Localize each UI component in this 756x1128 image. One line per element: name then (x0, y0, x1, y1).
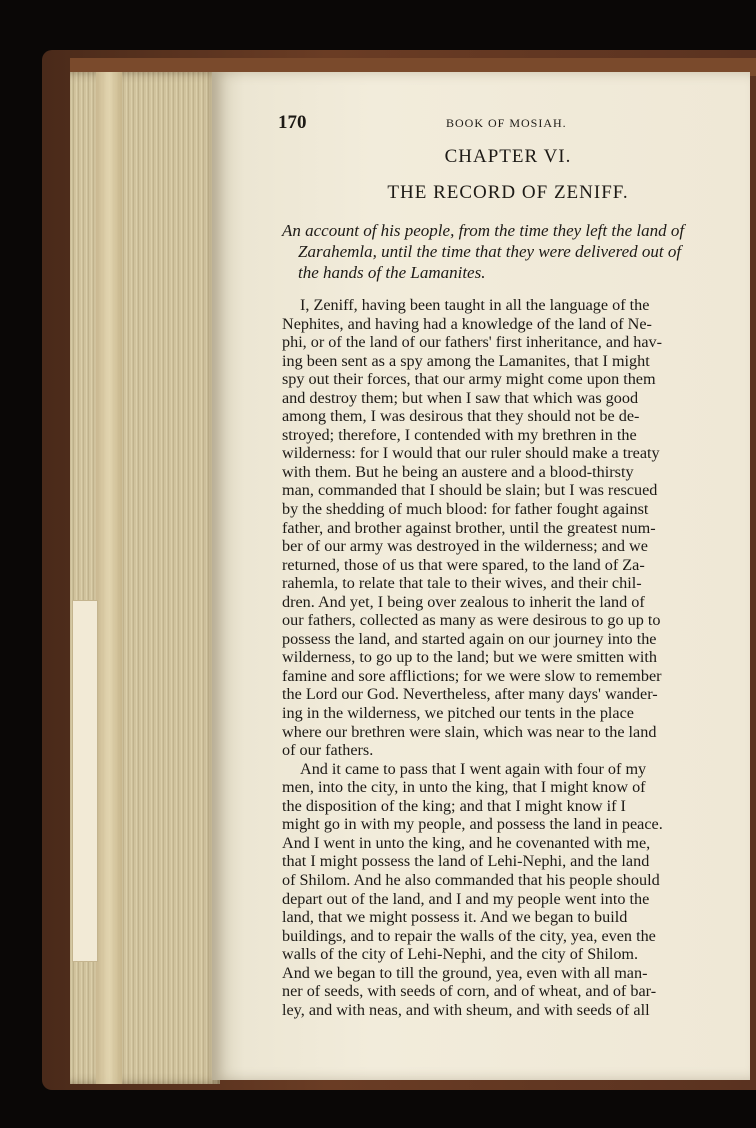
text-line: wilderness, to go up to the land; but we were smitten with (282, 648, 657, 667)
text-line: spy out their forces, that our army might come upon them (282, 370, 656, 389)
text-line: the Lord our God. Nevertheless, after many days' wander- (282, 685, 658, 704)
text-line: possess the land, and started again on our journey into the (282, 629, 657, 648)
text-line: where our brethren were slain, which was near to the land (282, 722, 657, 741)
text-line: that I might possess the land of Lehi-Nephi, and the land (282, 852, 650, 871)
text-line: returned, those of us that were spared, to the land of Za- (282, 555, 645, 574)
text-line: rahemla, to relate that tale to their wives, and their chil- (282, 574, 642, 593)
text-line: ing been sent as a spy among the Lamanites, that I might (282, 351, 650, 370)
page-edge-strip (96, 72, 122, 1084)
text-line: by the shedding of much blood: for father fought against (282, 500, 649, 519)
text-line: famine and sore afflictions; for we were slow to remember (282, 666, 662, 685)
text-line: land, that we might possess it. And we began to build (282, 908, 628, 927)
text-line: dren. And yet, I being over zealous to inherit the land of (282, 592, 645, 611)
text-line: And we began to till the ground, yea, even with all man- (282, 963, 648, 982)
text-line: depart out of the land, and I and my people went into the (282, 889, 650, 908)
text-line: buildings, and to repair the walls of the city, yea, even the (282, 926, 656, 945)
book-page (212, 72, 750, 1080)
text-line: And I went in unto the king, and he covenanted with me, (282, 833, 651, 852)
text-line: of our fathers. (282, 741, 374, 760)
summary-line: the hands of the Lamanites. (298, 263, 486, 282)
text-line: ley, and with neas, and with sheum, and with seeds of all (282, 1000, 650, 1019)
text-line: father, and brother against brother, until the greatest num- (282, 518, 656, 537)
text-line: might go in with my people, and possess the land in peace. (282, 815, 663, 834)
page-marker (72, 600, 98, 962)
chapter-summary (282, 220, 738, 283)
running-head-title: BOOK OF MOSIAH. (446, 116, 567, 130)
body-text (282, 296, 738, 1019)
summary-line: Zarahemla, until the time that they were delivered out of (298, 242, 682, 261)
text-line: of Shilom. And he also commanded that his people should (282, 870, 660, 889)
text-line: ber of our army was destroyed in the wilderness; and we (282, 537, 648, 556)
text-line: ing in the wilderness, we pitched our tents in the place (282, 704, 634, 723)
text-line: ner of seeds, with seeds of corn, and of wheat, and of bar- (282, 982, 657, 1001)
text-line: walls of the city of Lehi-Nephi, and the city of Shilom. (282, 945, 639, 964)
text-line: the disposition of the king; and that I might know if I (282, 796, 626, 815)
text-line: with them. But he being an austere and a blood-thirsty (282, 462, 634, 481)
page-number: 170 (278, 112, 307, 133)
text-line: men, into the city, in unto the king, that I might know of (282, 778, 646, 797)
text-line: wilderness: for I would that our ruler should make a treaty (282, 444, 660, 463)
text-line: among them, I was desirous that they should not be de- (282, 407, 640, 426)
text-line: our fathers, collected as many as were desirous to go up to (282, 611, 661, 630)
text-line: man, commanded that I should be slain; but I was rescued (282, 481, 658, 500)
record-title: THE RECORD OF ZENIFF. (387, 182, 629, 203)
summary-line: An account of his people, from the time they left the land of (282, 221, 685, 240)
text-line: phi, or of the land of our fathers' first inheritance, and hav- (282, 333, 663, 352)
text-line: And it came to pass that I went again with four of my (300, 759, 647, 778)
text-line: Nephites, and having had a knowledge of the land of Ne- (282, 314, 652, 333)
text-line: stroyed; therefore, I contended with my brethren in the (282, 425, 637, 444)
text-line: and destroy them; but when I saw that which was good (282, 388, 639, 407)
running-head (278, 108, 738, 136)
chapter-heading: CHAPTER VI. (444, 146, 572, 167)
text-line: I, Zeniff, having been taught in all the language of the (300, 296, 650, 314)
